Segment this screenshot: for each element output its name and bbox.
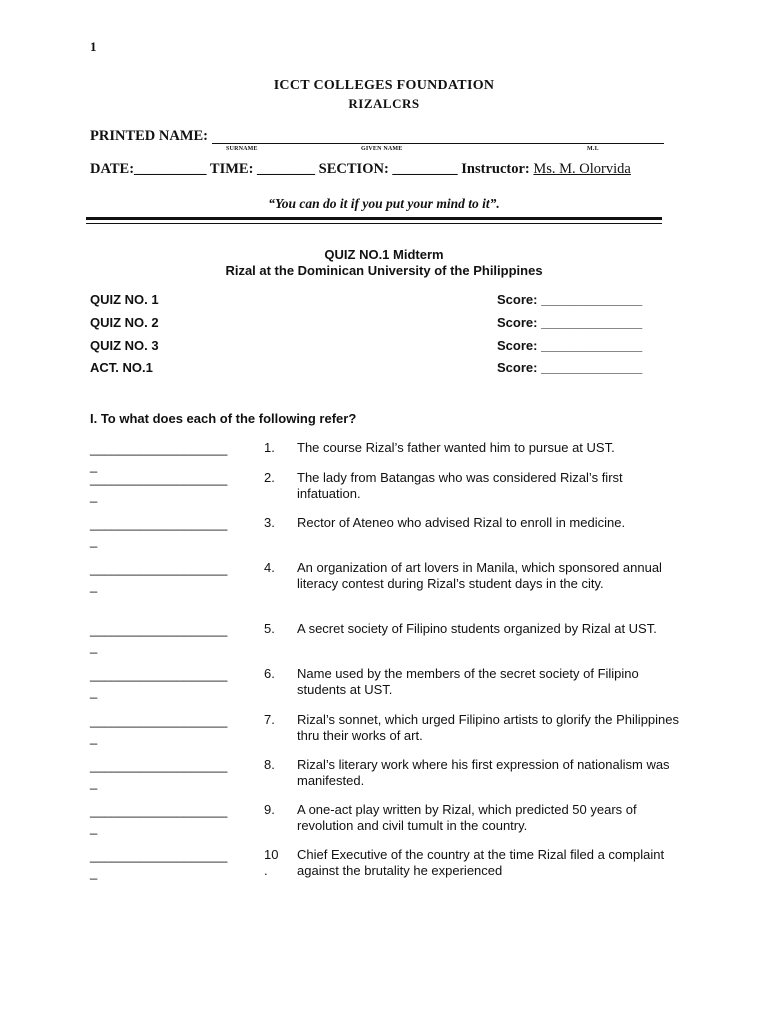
motto: “You can do it if you put your mind to it”. <box>268 196 500 211</box>
date-blank[interactable]: __________ <box>134 161 207 177</box>
instructor-name: Ms. M. Olorvida <box>533 161 631 177</box>
course-code: RIZALCRS <box>348 96 420 111</box>
time-label: TIME: <box>209 161 254 177</box>
question-text: A secret society of Filipino students organized by Rizal at UST. <box>297 621 657 636</box>
answer-blank[interactable]: ___________________ _ <box>90 516 228 548</box>
printed-name-line[interactable] <box>212 143 664 144</box>
question-number: 5. <box>264 621 275 636</box>
instructor-label: Instructor: <box>461 161 530 177</box>
question-number: 2. <box>264 470 275 485</box>
question-number: 6. <box>264 666 275 681</box>
score-name: QUIZ NO. 2 <box>90 315 159 330</box>
section-label: SECTION: <box>318 161 389 177</box>
question-number: 9. <box>264 802 275 817</box>
score-row <box>90 315 666 335</box>
section-blank[interactable]: _________ <box>392 161 458 177</box>
question-text: A one-act play written by Rizal, which predicted 50 years of revolution and civil tumult in the country. <box>297 802 637 833</box>
score-field[interactable]: Score: ______________ <box>497 315 643 330</box>
answer-blank[interactable]: ___________________ _ <box>90 667 228 699</box>
printed-name-label: PRINTED NAME: <box>90 128 209 144</box>
question-text: Name used by the members of the secret society of Filipino students at UST. <box>297 666 639 697</box>
score-field[interactable]: Score: ______________ <box>497 360 643 375</box>
answer-blank[interactable]: ___________________ _ <box>90 803 228 835</box>
score-name: ACT. NO.1 <box>90 360 153 375</box>
page-number: 1 <box>90 39 97 54</box>
answer-blank[interactable]: ___________________ _ <box>90 441 228 473</box>
question-text: An organization of art lovers in Manila, which sponsored annual literacy contest during Rizal’s student days in the city. <box>297 560 662 591</box>
question-text: The lady from Batangas who was considered Rizal’s first infatuation. <box>297 470 623 501</box>
divider-thick <box>86 217 662 220</box>
answer-blank[interactable]: ___________________ _ <box>90 848 228 880</box>
answer-blank[interactable]: ___________________ _ <box>90 622 228 654</box>
school-name: ICCT COLLEGES FOUNDATION <box>273 78 495 93</box>
question-number: 8. <box>264 757 275 772</box>
given-name-sublabel: GIVEN NAME <box>361 146 403 152</box>
question-text: Rector of Ateneo who advised Rizal to enroll in medicine. <box>297 515 626 530</box>
question-text: Rizal’s sonnet, which urged Filipino artists to glorify the Philippines thru their works of art. <box>297 712 680 743</box>
time-blank[interactable]: ________ <box>257 161 316 177</box>
question-text: Chief Executive of the country at the time Rizal filed a complaint against the brutality he experienced <box>297 847 665 878</box>
answer-blank[interactable]: ___________________ _ <box>90 561 228 593</box>
surname-sublabel: SURNAME <box>226 146 258 152</box>
score-field[interactable]: Score: ______________ <box>497 292 643 307</box>
question-number: 1. <box>264 440 275 455</box>
date-label: DATE: <box>90 161 135 177</box>
info-row <box>90 161 631 178</box>
question-text: The course Rizal’s father wanted him to pursue at UST. <box>297 440 615 455</box>
score-name: QUIZ NO. 3 <box>90 338 159 353</box>
answer-blank[interactable]: ___________________ _ <box>90 471 228 503</box>
score-row <box>90 292 666 312</box>
quiz-subtitle: Rizal at the Dominican University of the Philippines <box>225 263 543 278</box>
section-title: I. To what does each of the following refer? <box>90 411 357 426</box>
score-row <box>90 338 666 358</box>
question-number: 7. <box>264 712 275 727</box>
question-number: 4. <box>264 560 275 575</box>
question-text: Rizal’s literary work where his first expression of nationalism was manifested. <box>297 757 670 788</box>
answer-blank[interactable]: ___________________ _ <box>90 713 228 745</box>
score-row <box>90 360 666 380</box>
quiz-title: QUIZ NO.1 Midterm <box>324 247 444 262</box>
mi-sublabel: M.I. <box>587 146 599 152</box>
question-number: 10 . <box>264 847 279 878</box>
question-number: 3. <box>264 515 275 530</box>
divider-thin <box>86 223 662 224</box>
score-field[interactable]: Score: ______________ <box>497 338 643 353</box>
answer-blank[interactable]: ___________________ _ <box>90 758 228 790</box>
score-name: QUIZ NO. 1 <box>90 292 159 307</box>
